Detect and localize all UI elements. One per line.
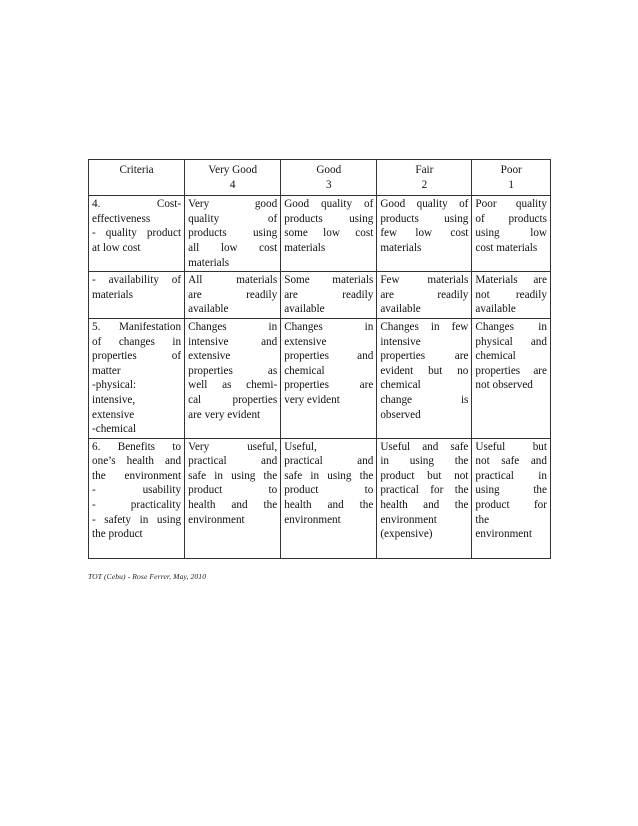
cell-line: intensive <box>380 335 421 348</box>
header-good <box>281 160 377 196</box>
cell-line: Some materials <box>284 274 374 287</box>
cell-line: -chemical <box>92 423 137 436</box>
good-cell <box>281 272 377 319</box>
cell-line: all low cost <box>188 241 278 254</box>
header-poor-label: Poor <box>500 164 522 176</box>
cell-line: observed <box>380 408 421 421</box>
cell-line: in using the <box>380 455 469 468</box>
cell-line: Changes in <box>284 320 374 333</box>
cell-line: very evident <box>284 393 340 406</box>
cell-line: using low <box>475 227 547 240</box>
cell-line: - quality product <box>92 227 182 240</box>
cell-line: Changes in <box>475 320 547 333</box>
cell-line: properties are <box>284 379 374 392</box>
header-good-score: 3 <box>325 178 332 191</box>
fair-cell <box>377 196 472 272</box>
header-very-good-label: Very Good <box>208 164 258 176</box>
cell-line: practical in <box>475 469 547 482</box>
rubric-body <box>89 196 551 559</box>
cell-line: available <box>188 303 229 316</box>
poor-cell <box>472 438 551 558</box>
cell-line: extensive <box>92 408 135 421</box>
rubric-header <box>89 160 551 196</box>
cell-line: product for <box>475 499 547 512</box>
cell-line: All materials <box>188 274 278 287</box>
cell-line: practical for the <box>380 484 469 497</box>
cell-line: using the <box>475 484 547 497</box>
header-poor <box>472 160 551 196</box>
cell-line: extensive <box>284 335 327 348</box>
cell-line: product to <box>284 484 374 497</box>
cell-line: properties and <box>284 350 374 363</box>
cell-line: 4. Cost- <box>92 198 182 211</box>
cell-line: materials <box>380 241 422 254</box>
cell-line: the <box>475 513 490 526</box>
table-row <box>89 318 551 438</box>
cell-line: few low cost <box>380 227 469 240</box>
poor-cell <box>472 318 551 438</box>
cell-line: chemical <box>380 379 421 392</box>
cell-line: cal properties <box>188 393 278 406</box>
cell-line: Materials are <box>475 274 547 287</box>
header-very-good <box>185 160 281 196</box>
criteria-cell <box>89 438 185 558</box>
cell-line: properties as <box>188 364 278 377</box>
cell-line: well as chemi- <box>188 379 278 392</box>
very-good-cell <box>185 196 281 272</box>
cell-line: materials <box>188 256 230 269</box>
cell-line: some low cost <box>284 227 374 240</box>
cell-line: extensive <box>188 350 231 363</box>
footnote: TOT (Cebu) - Rose Ferrer, May, 2010 <box>88 572 207 581</box>
rubric-table <box>88 159 551 559</box>
cell-line: 6. Benefits to <box>92 440 182 453</box>
cell-line: chemical <box>284 364 325 377</box>
poor-cell <box>472 272 551 319</box>
very-good-cell <box>185 318 281 438</box>
cell-line: product but not <box>380 469 469 482</box>
cell-line: intensive and <box>188 335 278 348</box>
cell-line: products using <box>188 227 278 240</box>
cell-line: of changes in <box>92 335 182 348</box>
cell-line: not observed <box>475 379 533 392</box>
cell-line: available <box>380 303 421 316</box>
header-poor-score: 1 <box>508 178 514 191</box>
cell-line: health and the <box>284 499 374 512</box>
cell-line: the environment <box>92 469 182 482</box>
cell-line: 5. Manifestation <box>92 320 182 333</box>
cell-line: are very evident <box>188 408 261 421</box>
cell-line: Useful and safe <box>380 440 469 453</box>
cell-line: not safe and <box>475 455 547 468</box>
cell-line: are readily <box>284 288 374 301</box>
fair-cell <box>377 438 472 558</box>
header-criteria <box>89 160 185 196</box>
cell-line: properties of <box>92 350 182 363</box>
cell-line: chemical <box>475 350 516 363</box>
cell-line: materials <box>284 241 326 254</box>
criteria-cell <box>89 272 185 319</box>
table-row <box>89 272 551 319</box>
header-fair-score: 2 <box>421 178 428 191</box>
cell-line: one’s health and <box>92 455 182 468</box>
cell-line: Very useful, <box>188 440 278 453</box>
cell-line: environment <box>284 513 341 526</box>
cell-line: environment <box>380 513 437 526</box>
cell-line: Poor quality <box>475 198 547 211</box>
cell-line: materials <box>92 288 134 301</box>
cell-line: evident but no <box>380 364 469 377</box>
table-row <box>89 438 551 558</box>
cell-line: not readily <box>475 288 547 301</box>
fair-cell <box>377 272 472 319</box>
cell-line: Good quality of <box>284 198 374 211</box>
cell-line: quality of <box>188 212 278 225</box>
cell-line: practical and <box>284 455 374 468</box>
good-cell <box>281 318 377 438</box>
cell-line: products using <box>284 212 374 225</box>
poor-cell <box>472 196 551 272</box>
cell-line: Useful but <box>475 440 547 453</box>
cell-line: - availability of <box>92 274 182 287</box>
cell-line: available <box>284 303 325 316</box>
cell-line: product to <box>188 484 278 497</box>
cell-line: at low cost <box>92 241 141 254</box>
cell-line: cost materials <box>475 241 538 254</box>
cell-line: environment <box>188 513 245 526</box>
cell-line: of products <box>475 212 547 225</box>
cell-line: practical and <box>188 455 278 468</box>
cell-line: physical and <box>475 335 547 348</box>
cell-line: Changes in <box>188 320 278 333</box>
cell-line: Very good <box>188 198 278 211</box>
cell-line: effectiveness <box>92 212 151 225</box>
good-cell <box>281 438 377 558</box>
cell-line: Few materials <box>380 274 469 287</box>
cell-line: are readily <box>188 288 278 301</box>
cell-line: products using <box>380 212 469 225</box>
cell-line: matter <box>92 364 121 377</box>
cell-line: Useful, <box>284 440 317 453</box>
cell-line: - usability <box>92 484 182 497</box>
cell-line: available <box>475 303 516 316</box>
table-row <box>89 196 551 272</box>
cell-line: properties are <box>380 350 469 363</box>
cell-line: - practicality <box>92 499 182 512</box>
cell-line: (expensive) <box>380 528 433 541</box>
cell-line: environment <box>475 528 532 541</box>
cell-line: - safety in using <box>92 513 182 526</box>
header-fair <box>377 160 472 196</box>
cell-line: the product <box>92 528 143 541</box>
cell-line: health and the <box>380 499 469 512</box>
cell-line: -physical: <box>92 379 137 392</box>
header-row <box>89 160 551 196</box>
criteria-cell <box>89 196 185 272</box>
cell-line: safe in using the <box>188 469 278 482</box>
cell-line: change is <box>380 393 469 406</box>
header-very-good-score: 4 <box>229 178 236 191</box>
very-good-cell <box>185 272 281 319</box>
cell-line: safe in using the <box>284 469 374 482</box>
cell-line: Good quality of <box>380 198 469 211</box>
very-good-cell <box>185 438 281 558</box>
good-cell <box>281 196 377 272</box>
fair-cell <box>377 318 472 438</box>
criteria-cell <box>89 318 185 438</box>
cell-line: health and the <box>188 499 278 512</box>
header-good-label: Good <box>316 164 342 176</box>
header-criteria-label: Criteria <box>119 164 154 176</box>
cell-line: Changes in few <box>380 320 469 333</box>
header-fair-label: Fair <box>415 164 434 176</box>
cell-line: are readily <box>380 288 469 301</box>
cell-line: intensive, <box>92 393 136 406</box>
cell-line: properties are <box>475 364 547 377</box>
